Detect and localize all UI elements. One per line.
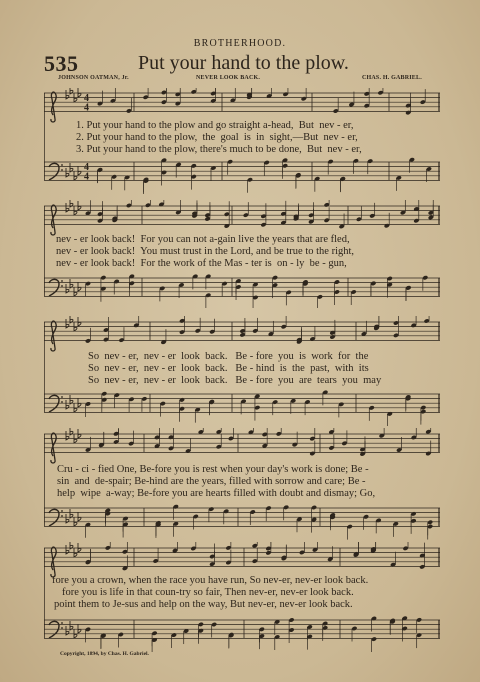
copyright-notice: Copyright, 1894, by Chas. H. Gabriel.	[60, 651, 149, 657]
music-system-4	[44, 428, 440, 540]
music-system-5	[44, 542, 440, 652]
hymn-number: 535	[44, 51, 79, 76]
flat-icon	[66, 431, 69, 440]
treble-staff	[44, 542, 440, 577]
lyric-line: point them to Je-sus and help on the way, But nev-er, nev-er look back.	[54, 599, 353, 611]
flat-icon	[70, 395, 73, 404]
flat-icon	[70, 163, 73, 172]
hymn-title: Put your hand to the plow.	[138, 52, 349, 74]
composer-credit: CHAS. H. GABRIEL.	[362, 75, 422, 81]
bass-clef-icon	[49, 509, 59, 526]
hymn-subtitle: NEVER LOOK BACK.	[196, 75, 261, 81]
lyric-line: So nev - er, nev - er look back. Be - fore you are tears you may	[88, 375, 382, 387]
flat-icon	[66, 284, 69, 293]
svg-text:4: 4	[84, 102, 89, 114]
music-system-1	[44, 88, 440, 194]
flat-icon	[66, 203, 69, 212]
treble-staff	[44, 88, 440, 122]
lyric-line: nev - er look back! You must trust in the Lord, and be true to the right,	[56, 246, 355, 258]
lyric-line: help wipe a-way; Be-fore you are hearts filled with doubt and dismay; Go,	[57, 488, 376, 500]
treble-staff	[44, 428, 440, 463]
lyric-line: fore you is life in that coun-try so fair, Then nev-er, nev-er look back.	[62, 587, 354, 599]
lyric-line: nev - er look back! For you can not a-gain live the years that are fled,	[56, 234, 350, 245]
lyrics-block	[44, 351, 440, 388]
flat-icon	[66, 626, 69, 635]
bass-clef-icon	[49, 163, 59, 180]
bass-staff	[44, 390, 440, 426]
lyric-line: So nev - er, nev - er look back. Be - hind is the past, with its	[88, 363, 369, 375]
flat-icon	[66, 90, 69, 99]
flat-icon	[66, 168, 69, 177]
lyric-line: So nev - er, nev - er look back. Be - fore you is work for the	[88, 351, 369, 362]
svg-text:4: 4	[84, 162, 89, 173]
lyricist-credit: JOHNSON OATMAN, Jr.	[58, 75, 129, 81]
lyric-line: fore you a crown, when the race you have run, So nev-er, nev-er look back.	[52, 575, 369, 586]
flat-icon	[66, 400, 69, 409]
flat-icon	[78, 624, 81, 633]
section-title: BROTHERHOOD.	[193, 38, 287, 49]
lyric-line: 3. Put your hand to the plow, there's much to be done, But nev - er,	[76, 144, 362, 156]
music-system-2	[44, 200, 440, 308]
flat-icon	[78, 429, 81, 438]
flat-icon	[66, 545, 69, 554]
flat-icon	[78, 88, 81, 97]
music-system-3	[44, 316, 440, 426]
lyric-line: Cru - ci - fied One, Be-fore you is rest when your day's work is done; Be -	[57, 464, 369, 475]
flat-icon	[78, 512, 81, 521]
flat-icon	[66, 319, 69, 328]
svg-text:4: 4	[84, 171, 89, 183]
treble-staff	[44, 316, 440, 351]
flat-icon	[78, 543, 81, 552]
bass-clef-icon	[49, 621, 59, 638]
lyric-line: 2. Put your hand to the plow, the goal is in sight,—But nev - er,	[76, 132, 358, 144]
lyrics-block	[44, 234, 440, 271]
flat-icon	[70, 621, 73, 630]
flat-icon	[78, 166, 81, 175]
bass-clef-icon	[49, 279, 59, 296]
bass-staff	[44, 504, 440, 540]
lyric-line: 1. Put your hand to the plow and go straight a-head, But nev - er,	[76, 120, 354, 131]
treble-staff	[44, 200, 440, 235]
flat-icon	[78, 317, 81, 326]
flat-icon	[78, 201, 81, 210]
svg-text:4: 4	[84, 93, 89, 104]
flat-icon	[78, 282, 81, 291]
bass-staff	[44, 616, 440, 652]
flat-icon	[78, 398, 81, 407]
flat-icon	[70, 509, 73, 518]
bass-staff	[44, 157, 440, 194]
lyrics-block	[44, 120, 440, 157]
lyrics-block	[44, 464, 440, 501]
bass-staff	[44, 274, 440, 308]
lyric-line: nev - er look back! For the work of the Mas - ter is on - ly be - gun,	[56, 258, 347, 270]
lyrics-block	[44, 575, 440, 612]
bass-clef-icon	[49, 395, 59, 412]
flat-icon	[66, 514, 69, 523]
lyric-line: sin and de-spair; Be-hind are the years, filled with sorrow and care; Be -	[57, 476, 366, 488]
flat-icon	[70, 279, 73, 288]
